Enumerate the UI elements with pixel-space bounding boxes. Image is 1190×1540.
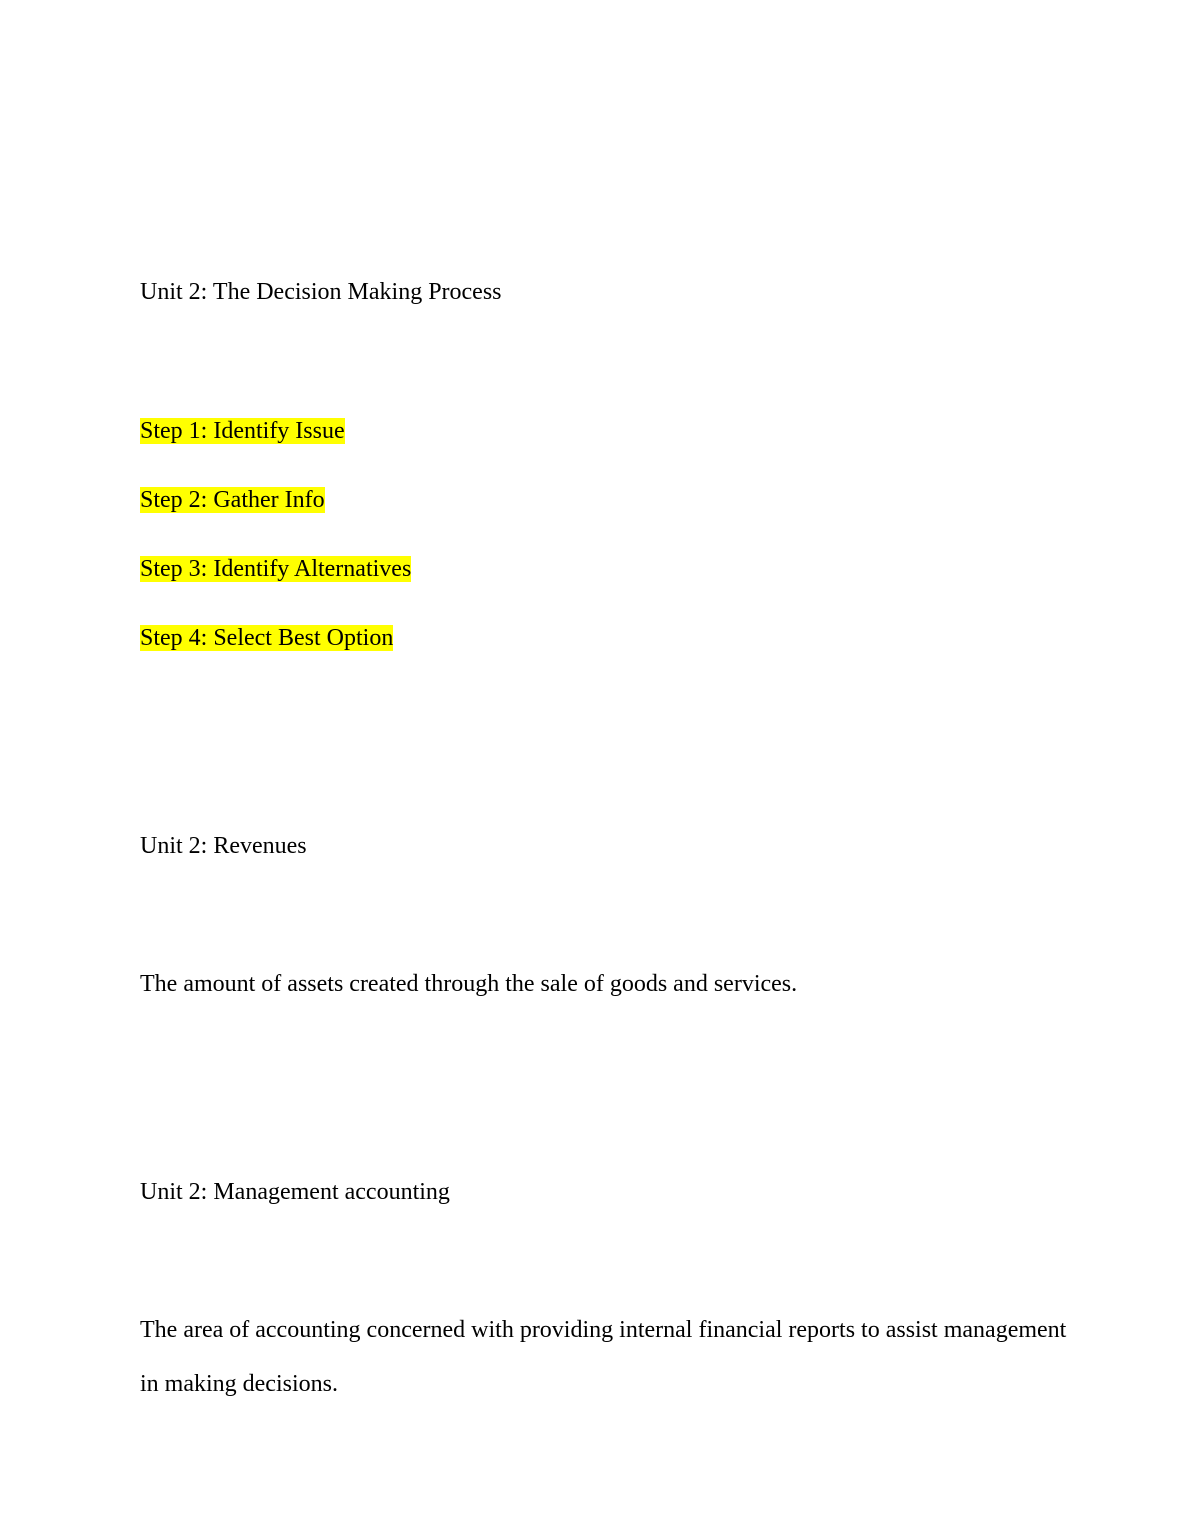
section-heading-management-accounting: Unit 2: Management accounting — [140, 1179, 450, 1205]
step-item — [140, 486, 325, 514]
step-item — [140, 624, 393, 652]
highlighted-step-text: Step 2: Gather Info — [140, 487, 325, 513]
highlighted-step-text: Step 4: Select Best Option — [140, 625, 394, 651]
definition-management-accounting-line-2: in making decisions. — [140, 1371, 338, 1397]
section-heading-revenues: Unit 2: Revenues — [140, 833, 307, 859]
definition-revenues: The amount of assets created through the sale of goods and services. — [140, 971, 798, 997]
definition-management-accounting-line-1: The area of accounting concerned with providing internal financial reports to assist management — [140, 1317, 1067, 1343]
highlighted-step-text: Step 1: Identify Issue — [140, 418, 345, 444]
step-item — [140, 555, 411, 583]
step-item — [140, 417, 345, 445]
section-heading-decision-making: Unit 2: The Decision Making Process — [140, 279, 502, 305]
highlighted-step-text: Step 3: Identify Alternatives — [140, 556, 412, 582]
